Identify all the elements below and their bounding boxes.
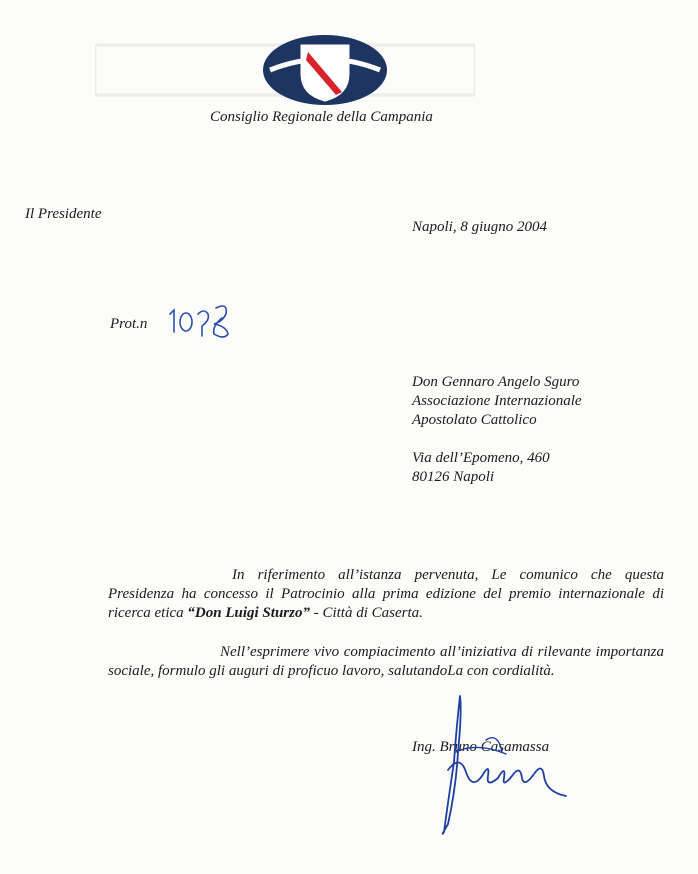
campania-emblem-icon	[262, 34, 388, 106]
recipient-street: Via dell’Epomeno, 460	[412, 450, 550, 466]
paragraph-1-tail: - Città di Caserta.	[309, 605, 423, 621]
recipient-city: 80126 Napoli	[412, 469, 495, 485]
recipient-organization: Associazione Internazionale	[412, 393, 582, 409]
body-paragraph-2	[108, 643, 664, 681]
handwritten-protocol-number	[164, 300, 244, 340]
paragraph-2-text: Nell’esprimere vivo compiacimento all’iniziativa di rilevante importanza sociale, formulo gli auguri di proficuo lavoro, salutandoLa con cordialità.	[108, 644, 664, 679]
recipient-address	[412, 373, 582, 487]
letter-date: Napoli, 8 giugno 2004	[412, 219, 548, 235]
body-paragraph-1	[108, 566, 664, 623]
award-name: “Don Luigi Sturzo”	[187, 605, 310, 621]
paragraph-1-text: In riferimento all’istanza pervenuta, Le comunico che questa Presidenza ha concesso il Patrocinio alla prima edizione del premio internazionale di ricerca etica	[108, 567, 664, 621]
signer-name: Ing. Bruno Casamassa	[412, 739, 550, 755]
recipient-name: Don Gennaro Angelo Sguro	[412, 374, 580, 390]
protocol-label: Prot.n	[110, 316, 148, 332]
handwritten-signature	[426, 692, 576, 840]
organization-name: Consiglio Regionale della Campania	[210, 109, 433, 125]
sender-title: Il Presidente	[25, 206, 102, 222]
recipient-organization-line2: Apostolato Cattolico	[412, 412, 537, 428]
